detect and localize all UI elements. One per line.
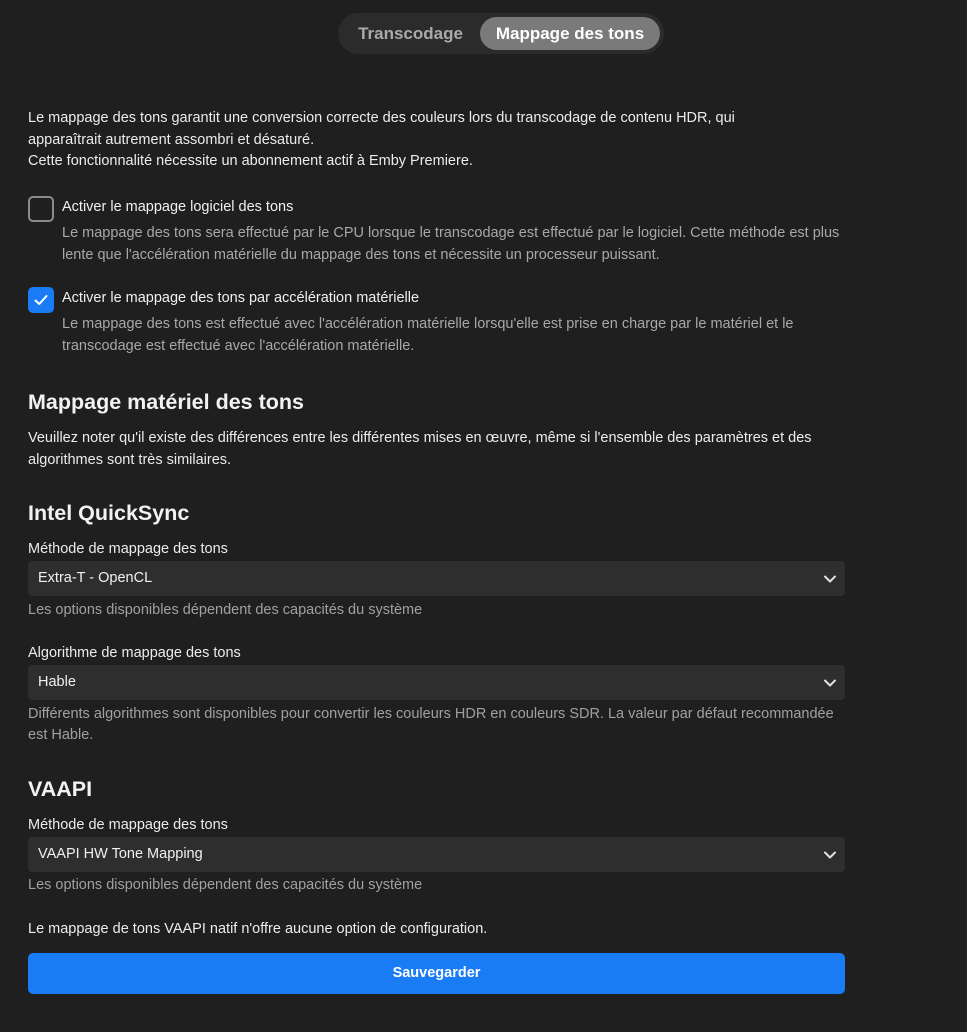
hardware-tonemap-label[interactable]: Activer le mappage des tons par accélération matérielle: [62, 290, 420, 306]
vaapi-method-help: Les options disponibles dépendent des capacités du système: [28, 877, 423, 893]
quicksync-heading: Intel QuickSync: [28, 501, 190, 525]
checkmark-icon: [33, 292, 49, 308]
chevron-down-icon: [822, 675, 838, 691]
vaapi-method-value: VAAPI HW Tone Mapping: [38, 846, 203, 862]
tab-transcoding[interactable]: Transcodage: [358, 24, 463, 43]
save-button[interactable]: Sauvegarder: [28, 953, 845, 994]
intro-paragraph: Le mappage des tons garantit une conversion correcte des couleurs lors du transcodage de contenu HDR, qui apparaîtrait autrement assombri et désaturé.: [28, 110, 735, 148]
software-tonemap-description: Le mappage des tons sera effectué par le CPU lorsque le transcodage est effectué par le logiciel. Cette méthode est plus lente que l'accélération matérielle du mappage des tons et nécessite un processeur puissant.: [62, 225, 840, 263]
vaapi-note: Le mappage de tons VAAPI natif n'offre aucune option de configuration.: [28, 921, 488, 937]
hardware-tonemap-description: Le mappage des tons est effectué avec l'accélération matérielle lorsqu'elle est prise en charge par le matériel et le transcodage est effectué avec l'accélération matérielle.: [62, 316, 794, 354]
quicksync-method-select[interactable]: [28, 561, 845, 596]
intro-text: [28, 108, 808, 173]
tab-bar: [338, 13, 664, 54]
chevron-down-icon: [822, 847, 838, 863]
premiere-notice: Cette fonctionnalité nécessite un abonnement actif à Emby Premiere.: [28, 153, 473, 169]
quicksync-algorithm-select[interactable]: [28, 665, 845, 700]
hardware-tonemap-heading: Mappage matériel des tons: [28, 390, 304, 414]
hardware-tonemap-note: Veuillez noter qu'il existe des différences entre les différentes mises en œuvre, même si l'ensemble des paramètres et des algorithmes sont très similaires.: [28, 430, 812, 468]
vaapi-method-label: Méthode de mappage des tons: [28, 817, 228, 833]
vaapi-heading: VAAPI: [28, 777, 93, 801]
quicksync-algorithm-help: Différents algorithmes sont disponibles pour convertir les couleurs HDR en couleurs SDR. La valeur par défaut recommandée est Hable.: [28, 706, 834, 743]
software-tonemap-label[interactable]: Activer le mappage logiciel des tons: [62, 199, 294, 215]
quicksync-algorithm-label: Algorithme de mappage des tons: [28, 645, 241, 661]
quicksync-algorithm-value: Hable: [38, 674, 76, 690]
quicksync-method-value: Extra-T - OpenCL: [38, 570, 153, 586]
chevron-down-icon: [822, 571, 838, 587]
tab-tone-mapping[interactable]: Mappage des tons: [480, 17, 660, 50]
software-tonemap-checkbox[interactable]: [28, 196, 54, 222]
hardware-tonemap-checkbox[interactable]: [28, 287, 54, 313]
vaapi-method-select[interactable]: [28, 837, 845, 872]
quicksync-method-help: Les options disponibles dépendent des capacités du système: [28, 602, 423, 618]
quicksync-method-label: Méthode de mappage des tons: [28, 541, 228, 557]
